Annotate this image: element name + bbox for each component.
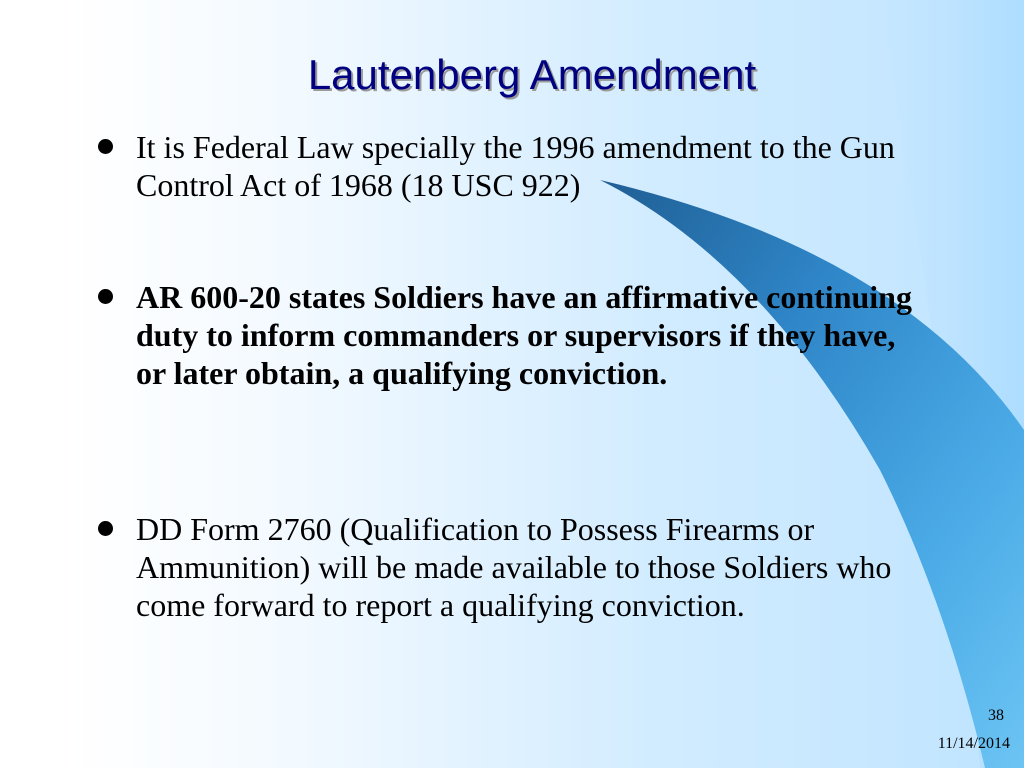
- bullet-dot-icon: [98, 521, 113, 536]
- bullet-dot-icon: [98, 139, 113, 154]
- slide-title: Lautenberg Amendment: [307, 51, 757, 98]
- slide-page-number: 38: [988, 707, 1004, 724]
- bullet-text: It is Federal Law specially the 1996 amendment to the Gun Control Act of 1968 (18 USC 922): [136, 129, 895, 203]
- bullet-item: [98, 510, 928, 624]
- bullet-item: [98, 278, 928, 392]
- bullet-text: AR 600-20 states Soldiers have an affirmative continuing duty to inform commanders or supervisors if they have, or later obtain, a qualifying conviction.: [136, 279, 912, 391]
- bullet-item: [98, 128, 928, 204]
- slide-footer-date: 11/14/2014: [937, 735, 1010, 752]
- bullet-text: DD Form 2760 (Qualification to Possess Firearms or Ammunition) will be made available to those Soldiers who come forward to report a qualifying conviction.: [136, 511, 892, 623]
- bullet-dot-icon: [98, 289, 113, 304]
